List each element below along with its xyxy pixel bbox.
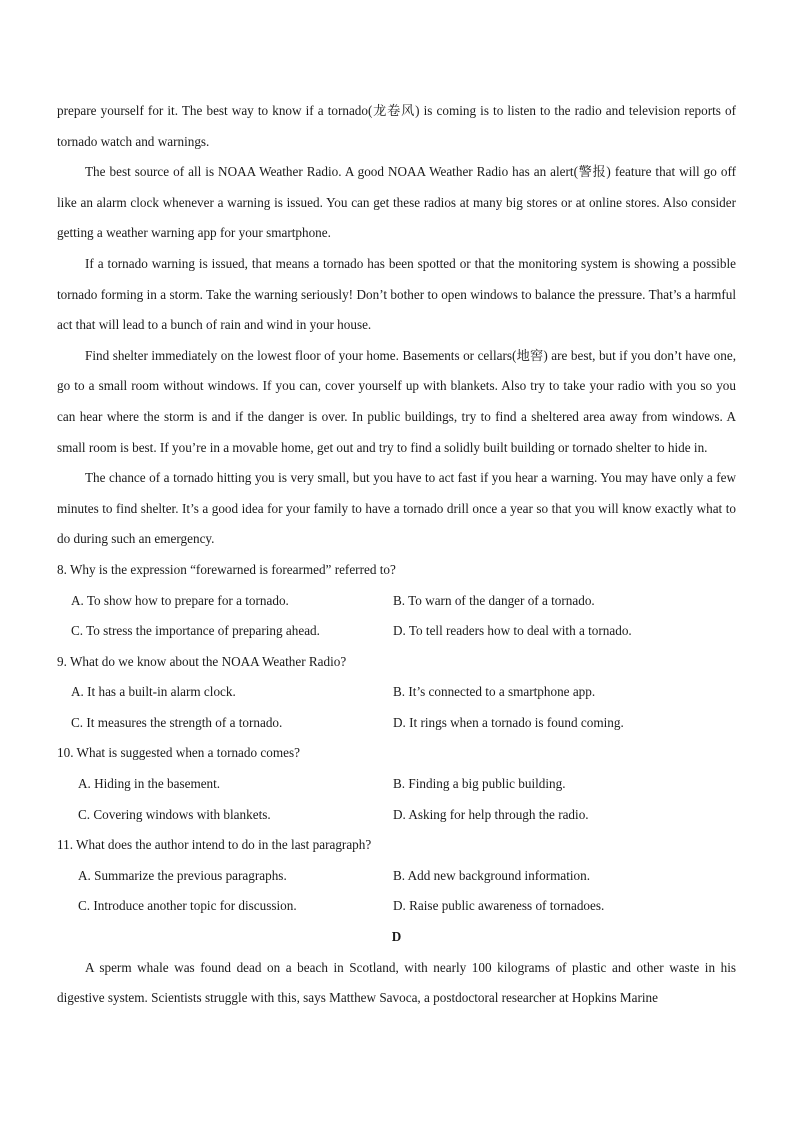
- question-9-stem: 9. What do we know about the NOAA Weather Radio?: [57, 653, 347, 669]
- passage-c-paragraph-1: prepare yourself for it. The best way to know if a tornado(龙卷风) is coming is to listen to the radio and television reports of tornado watch and warnings.: [57, 103, 736, 149]
- question-11-options: [57, 861, 736, 922]
- question-10-option-d: D. Asking for help through the radio.: [393, 806, 589, 822]
- passage-c-paragraph-5: The chance of a tornado hitting you is very small, but you have to act fast if you hear a warning. You may have only a few minutes to find shelter. It’s a good idea for your family to have a tornado drill once a year so that you will know exactly what to do during such an emergency.: [57, 470, 736, 547]
- document-page: [57, 96, 736, 1014]
- question-10-option-b: B. Finding a big public building.: [393, 776, 566, 792]
- question-8-options: [57, 586, 736, 647]
- question-8-option-d: D. To tell readers how to deal with a tornado.: [393, 623, 632, 639]
- passage-c-paragraph-3: If a tornado warning is issued, that means a tornado has been spotted or that the monitoring system is showing a possible tornado forming in a storm. Take the warning seriously! Don’t bother to open windows to balance the pressure. That’s a harmful act that will lead to a bunch of rain and wind in your house.: [57, 255, 736, 333]
- question-10-options: [57, 769, 736, 830]
- question-8-stem: 8. Why is the expression “forewarned is forearmed” referred to?: [57, 561, 396, 577]
- question-11-option-a: A. Summarize the previous paragraphs.: [78, 867, 287, 883]
- question-8-option-b: B. To warn of the danger of a tornado.: [393, 592, 595, 608]
- passage-d-title: D: [391, 929, 402, 945]
- question-11-option-d: D. Raise public awareness of tornadoes.: [393, 898, 605, 914]
- question-10-stem: 10. What is suggested when a tornado comes?: [57, 745, 300, 761]
- passage-c-paragraph-4: Find shelter immediately on the lowest floor of your home. Basements or cellars(地窖) are best, but if you don’t have one, go to a small room without windows. If you can, cover yourself up with blankets. Also try to take your radio with you so you can hear where the storm is and if the danger is over. In public buildings, try to find a sheltered area away from windows. A small room is best. If you’re in a movable home, get out and try to find a solidly built building or tornado shelter to hide in.: [57, 347, 736, 455]
- passage-c-paragraph-2: The best source of all is NOAA Weather Radio. A good NOAA Weather Radio has an alert(警报) feature that will go off like an alarm clock whenever a warning is issued. You can get these radios at many big stores or at online stores. Also consider getting a weather warning app for your smartphone.: [57, 164, 736, 241]
- question-9-option-b: B. It’s connected to a smartphone app.: [393, 684, 596, 700]
- question-9-option-c: C. It measures the strength of a tornado.: [71, 714, 283, 730]
- question-11-stem: 11. What does the author intend to do in the last paragraph?: [57, 837, 372, 853]
- question-8-option-a: A. To show how to prepare for a tornado.: [71, 592, 289, 608]
- question-11-option-c: C. Introduce another topic for discussion.: [78, 898, 297, 914]
- passage-d-paragraph-1: A sperm whale was found dead on a beach in Scotland, with nearly 100 kilograms of plastic and other waste in his digestive system. Scientists struggle with this, says Matthew Savoca, a postdoctoral researcher at Hopkins Marine: [57, 959, 736, 1006]
- question-10-option-a: A. Hiding in the basement.: [78, 776, 221, 792]
- question-8-option-c: C. To stress the importance of preparing ahead.: [71, 623, 320, 639]
- question-9-option-a: A. It has a built-in alarm clock.: [71, 684, 236, 700]
- question-10-option-c: C. Covering windows with blankets.: [78, 806, 271, 822]
- question-11-option-b: B. Add new background information.: [393, 867, 591, 883]
- question-9-options: [57, 677, 736, 738]
- question-9-option-d: D. It rings when a tornado is found coming.: [393, 714, 624, 730]
